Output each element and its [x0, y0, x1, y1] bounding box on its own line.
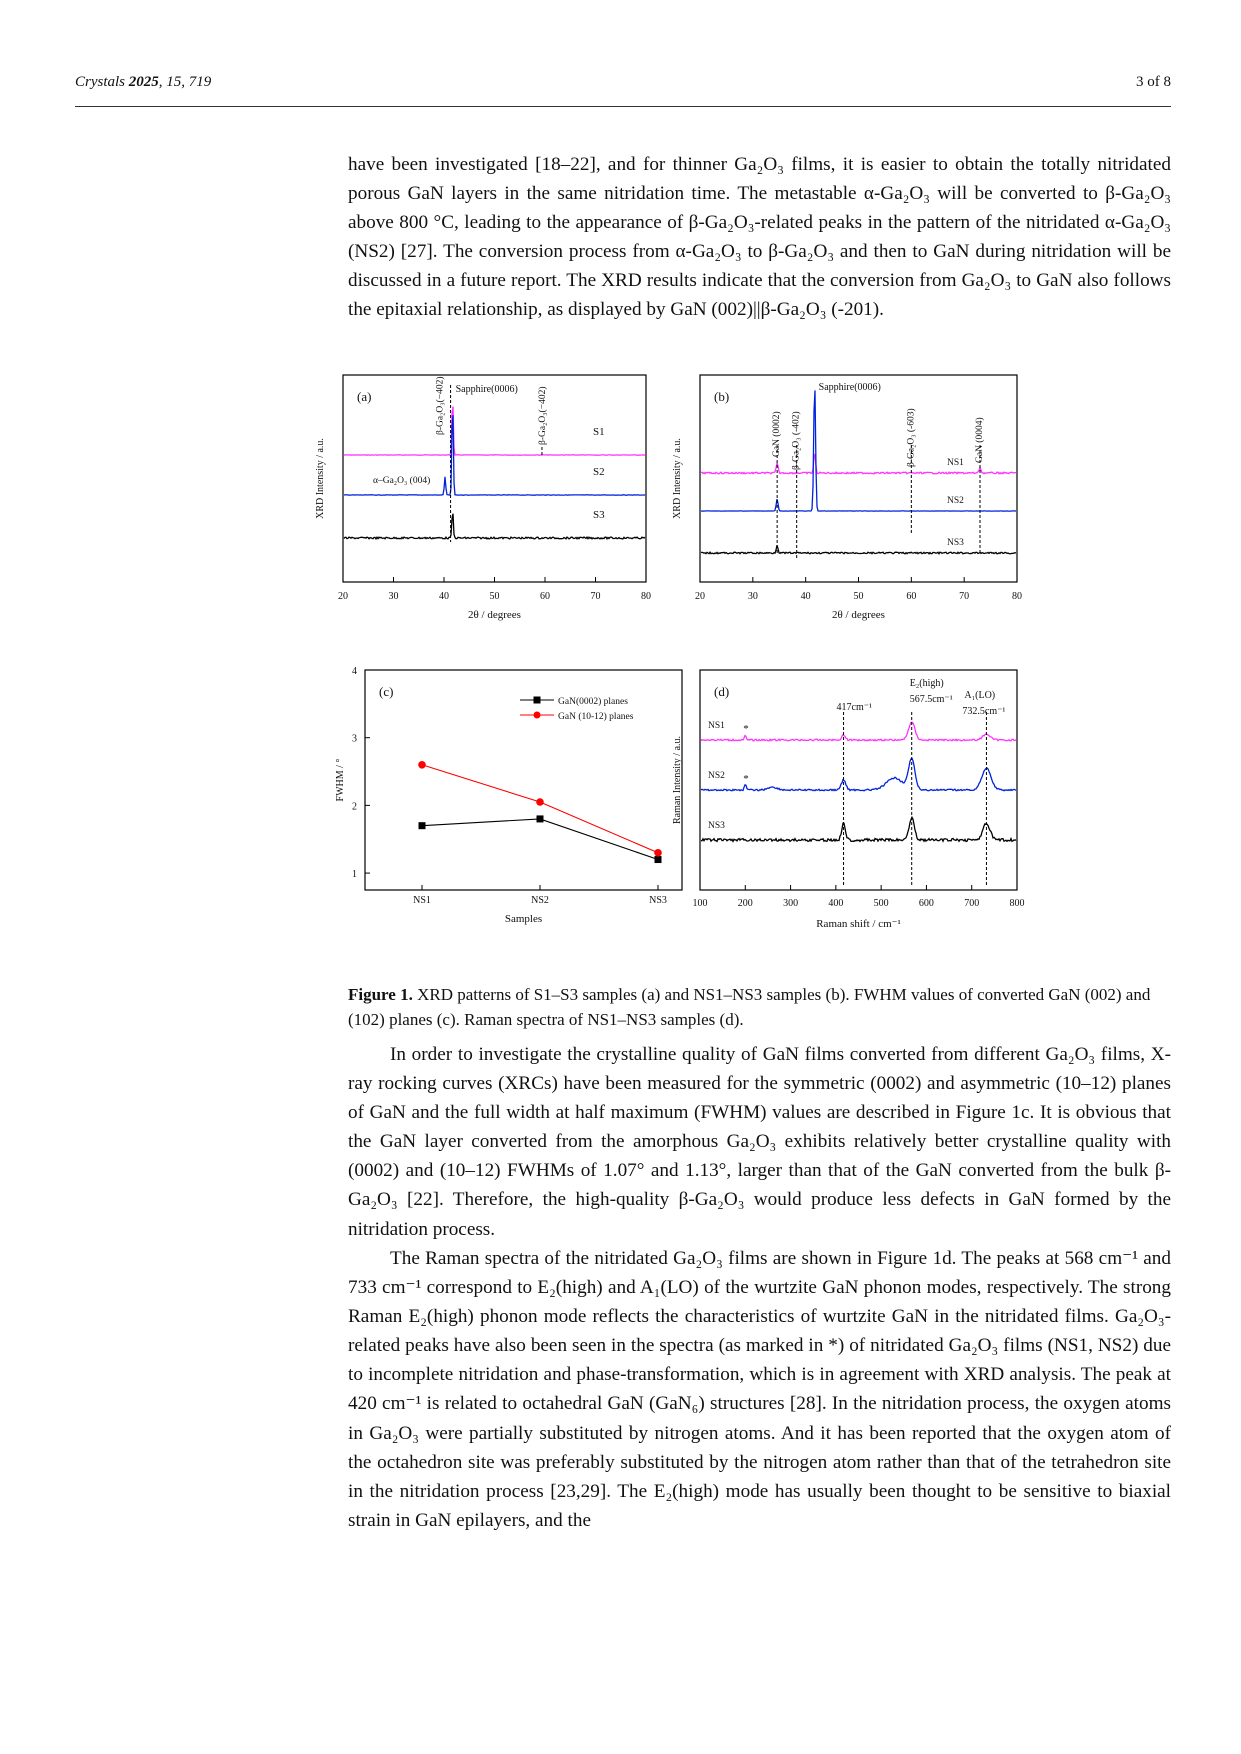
panel-d-annot-417: 417cm⁻¹	[836, 702, 873, 713]
panel-b-series-NS2	[701, 390, 1016, 511]
panel-b-xlabel: 2θ / degrees	[832, 609, 885, 621]
panel-c-point-circle	[418, 761, 426, 769]
paragraph-3: The Raman spectra of the nitridated Ga₂O₃ films are shown in Figure 1d. The peaks at 568 cm⁻¹ and 733 cm⁻¹ correspond to E₂(high) and A₁(LO) of the wurtzite GaN phonon modes, respectively. The strong Raman E₂(high) phonon mode reflects the characteristics of wurtzite GaN in the nitridated films. Ga₂O₃-related peaks have also been seen in the spectra (as marked in *) of nitridated Ga₂O₃ films (NS1, NS2) due to incomplete nitridation and phase-transformation, which is in agreement with XRD analysis. The peak at 420 cm⁻¹ is related to octahedral GaN (GaN₆) structures [28]. In the nitridation process, the oxygen atoms in Ga₂O₃ were partially substituted by nitrogen atoms. And it has been reported that the oxygen atom of the octahedron site was preferably substituted by the nitrogen atom rather than that of the tetrahedron site in the nitridation process [23,29]. The E₂(high) mode has usually been thought to be sensitive to biaxial strain in GaN epilayers, and the	[348, 1248, 1171, 1531]
panel-d-annot-a1lo: A₁(LO)	[964, 690, 996, 701]
panel-d-xtick-label: 700	[964, 898, 980, 909]
panel-a-ylabel: XRD Intensity / a.u.	[315, 438, 326, 519]
panel-d-series-label-NS3: NS3	[708, 821, 725, 831]
panel-c-frame	[365, 670, 682, 890]
panel-a-series-label-S2: S2	[593, 466, 605, 478]
panel-c-legend-label: GaN(0002) planes	[558, 697, 628, 707]
caption-text: XRD patterns of S1–S3 samples (a) and NS1–NS3 samples (b). FWHM values of converted GaN (002) and (102) planes (c). Raman spectra of NS1–NS3 samples (d).	[348, 985, 1151, 1029]
panel-a-series-label-S3: S3	[593, 509, 605, 521]
panel-b-series-label-NS1: NS1	[947, 458, 964, 468]
panel-a-xtick-label: 40	[439, 591, 449, 602]
panel-a-xtick-label: 60	[540, 591, 550, 602]
panel-b-annot-beta-603: β-Ga₂O₃ (-603)	[906, 408, 917, 467]
panel-c-ytick-label: 4	[352, 666, 357, 677]
panel-b-series-NS1	[701, 454, 1016, 474]
panel-c-label: (c)	[379, 684, 394, 699]
panel-c-point-circle	[654, 849, 662, 857]
panel-c-point-square	[419, 822, 426, 829]
panel-a-xtick-label: 30	[388, 591, 399, 602]
panel-c-xtick-label: NS1	[413, 895, 431, 906]
panel-d-annot-567: 567.5cm⁻¹	[909, 694, 953, 705]
panel-d-xtick-label: 200	[737, 898, 753, 909]
panel-c-point-square	[537, 815, 544, 822]
panel-b-annot-beta-402: β-Ga₂O₃ (-402)	[791, 411, 802, 470]
panel-a-label: (a)	[357, 389, 372, 404]
panel-c-line-0	[422, 819, 658, 860]
panel-c-legend-marker	[534, 697, 541, 704]
page-number: 3 of 8	[1136, 74, 1171, 90]
figure-1-svg	[315, 375, 1170, 970]
panel-b-xtick-label: 60	[906, 591, 917, 602]
panel-c-legend-label: GaN (10-12) planes	[558, 712, 634, 722]
panel-d-annot-e2high: E₂(high)	[909, 678, 944, 689]
panel-b-xtick-label: 70	[959, 591, 970, 602]
panel-b-annot-gan-0002: GaN (0002)	[772, 411, 783, 457]
panel-a-xtick-label: 50	[489, 591, 500, 602]
panel-d-xtick-label: 400	[828, 898, 844, 909]
page-header	[75, 70, 1171, 107]
panel-c-xlabel: Samples	[504, 913, 543, 925]
panel-b-xtick-label: 80	[1012, 591, 1022, 602]
figure-caption	[348, 982, 1171, 1032]
panel-a-xlabel: 2θ / degrees	[468, 609, 521, 621]
panel-b-annot-gan-0004: GaN (0004)	[975, 417, 986, 463]
panel-c-point-square	[655, 856, 662, 863]
panel-d-series-label-NS2: NS2	[708, 771, 725, 781]
panel-d-xtick-label: 100	[692, 898, 708, 909]
panel-a-xtick-label: 20	[338, 591, 348, 602]
panel-c-legend-marker	[534, 712, 541, 719]
panel-d-xlabel: Raman shift / cm⁻¹	[816, 918, 901, 930]
panel-d-xtick-label: 600	[918, 898, 934, 909]
panel-c-ytick-label: 3	[352, 733, 357, 745]
panel-d-annot-732: 732.5cm⁻¹	[962, 706, 1006, 717]
panel-d-label: (d)	[714, 684, 730, 699]
paragraph-2: In order to investigate the crystalline quality of GaN films converted from different Ga₂O₃ films, X-ray rocking curves (XRCs) have been measured for the symmetric (0002) and asymmetric (10–12) planes of GaN and the full width at half maximum (FWHM) values are described in Figure 1c. It is obvious that the GaN layer converted from the amorphous Ga₂O₃ exhibits relatively better crystalline quality with (0002) and (10–12) FWHMs of 1.07° and 1.13°, larger than that of the GaN converted from the bulk β-Ga₂O₃ [22]. Therefore, the high-quality β-Ga₂O₃ would produce less defects in GaN formed by the nitridation process.	[348, 1044, 1171, 1240]
panel-a-annot-beta-402-right: β-Ga₂O₃(−402)	[537, 386, 548, 445]
panel-c-ytick-label: 1	[352, 869, 357, 881]
panel-a-series-label-S1: S1	[593, 426, 605, 438]
panel-c-point-circle	[536, 798, 544, 806]
journal-citation: Crystals 2025, 15, 719	[75, 74, 212, 90]
panel-b-xtick-label: 40	[800, 591, 811, 602]
panel-c-xtick-label: NS3	[649, 895, 667, 906]
paragraph-1: have been investigated [18–22], and for thinner Ga₂O₃ films, it is easier to obtain the totally nitridated porous GaN layers in the same nitridation time. The metastable α-Ga₂O₃ will be converted to β-Ga₂O₃ above 800 °C, leading to the appearance of β-Ga₂O₃-related peaks in the pattern of the nitridated α-Ga₂O₃ (NS2) [27]. The conversion process from α-Ga₂O₃ to β-Ga₂O₃ and then to GaN during nitridation will be discussed in a future report. The XRD results indicate that the conversion from Ga₂O₃ to GaN also follows the epitaxial relationship, as displayed by GaN (002)||β-Ga₂O₃ (-201).	[348, 154, 1171, 321]
panel-c-line-1	[422, 765, 658, 853]
panel-d-xtick-label: 800	[1009, 898, 1025, 909]
caption-label: Figure 1.	[348, 985, 413, 1004]
panel-b-series-label-NS3: NS3	[947, 538, 964, 548]
panel-d-series-label-NS1: NS1	[708, 721, 725, 731]
panel-b-series-NS3	[701, 545, 1016, 554]
panel-b-label: (b)	[714, 389, 730, 404]
panel-b-series-label-NS2: NS2	[947, 496, 964, 506]
panel-a-xtick-label: 80	[641, 591, 651, 602]
year: 2025	[128, 74, 159, 90]
panel-b-ylabel: XRD Intensity / a.u.	[672, 438, 683, 519]
panel-c-xtick-label: NS2	[531, 895, 549, 906]
figure-1	[315, 375, 1170, 970]
panel-d-xtick-label: 300	[783, 898, 799, 909]
panel-a-xtick-label: 70	[590, 591, 601, 602]
panel-a-annot-alpha-004: α–Ga₂O₃ (004)	[373, 476, 431, 486]
panel-d-ylabel: Raman Intensity / a.u.	[672, 735, 683, 825]
panel-b-frame	[700, 375, 1017, 582]
panel-b-xtick-label: 20	[695, 591, 705, 602]
panel-c-ylabel: FWHM / °	[335, 758, 346, 802]
panel-d-star-ns2: *	[743, 773, 749, 785]
panel-b-annot-sapphire: Sapphire(0006)	[818, 382, 881, 393]
panel-d-series-NS3	[701, 817, 1016, 841]
panel-a-annot-beta-402-left: β-Ga₂O₃(−402)	[435, 376, 446, 435]
panel-b-xtick-label: 50	[853, 591, 864, 602]
panel-a-annot-sapphire: Sapphire(0006)	[455, 384, 518, 395]
panel-d-xtick-label: 500	[873, 898, 889, 909]
panel-b-xtick-label: 30	[747, 591, 758, 602]
volume: 15	[166, 74, 182, 90]
panel-d-star-ns1: *	[743, 723, 749, 735]
panel-c-ytick-label: 2	[352, 801, 357, 813]
